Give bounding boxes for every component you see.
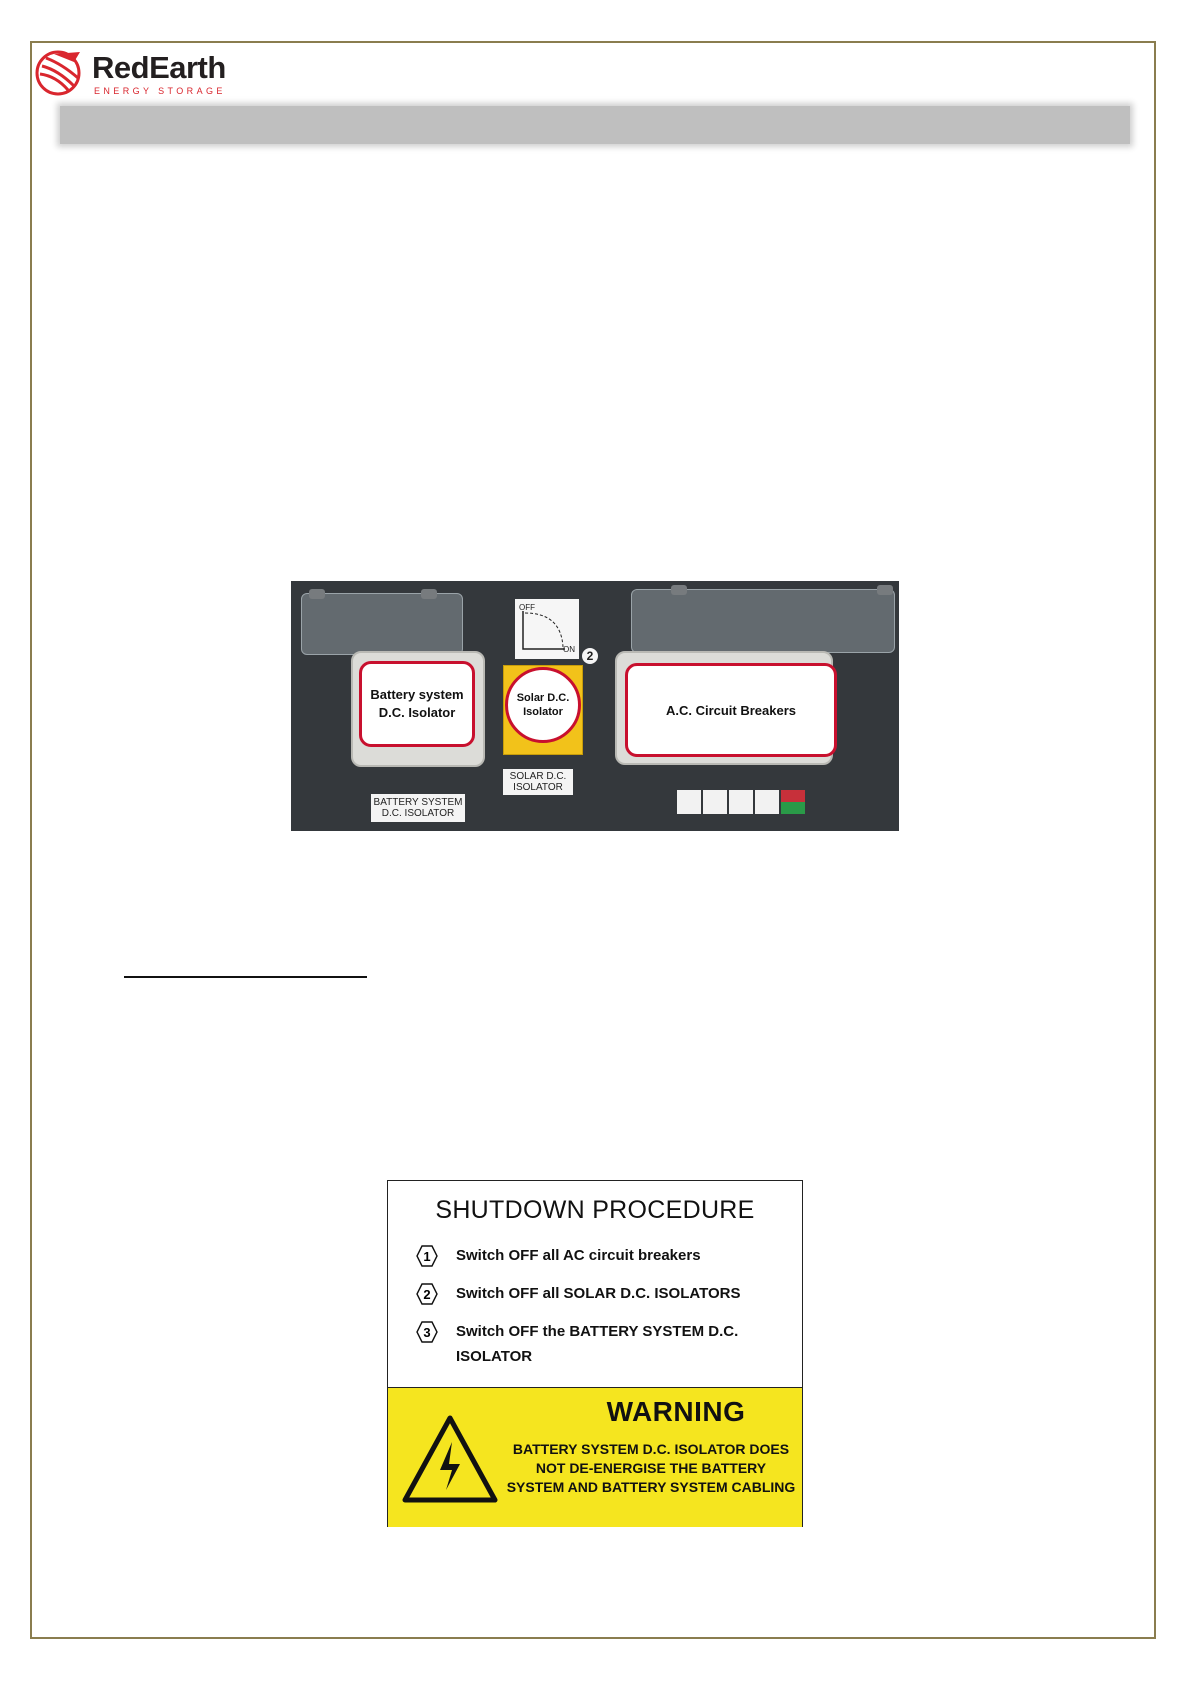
svg-text:1: 1 — [423, 1249, 431, 1264]
section-title-bar — [60, 106, 1130, 144]
step-text: Switch OFF all AC circuit breakers — [456, 1247, 701, 1264]
ac-window: A.C. Circuit Breakers — [625, 663, 837, 757]
brand-tagline: ENERGY STORAGE — [94, 86, 226, 96]
brand-name: RedEarth — [92, 50, 226, 85]
solar-card: SOLAR D.C. ISOLATOR — [503, 769, 573, 795]
warning-title: WARNING — [606, 1396, 746, 1427]
shutdown-sign — [387, 1180, 803, 1527]
step-text: Switch OFF all SOLAR D.C. ISOLATORS — [456, 1285, 741, 1302]
step-text: Switch OFF the BATTERY SYSTEM D.C. ISOLATOR — [456, 1323, 739, 1365]
dial-card — [515, 599, 579, 659]
hexagon-number-icon — [416, 1245, 438, 1267]
lid-knob — [671, 585, 687, 595]
lid-knob — [421, 589, 437, 599]
fault-indicator — [781, 790, 805, 802]
breaker-label — [729, 790, 753, 814]
svg-text:2: 2 — [423, 1287, 431, 1302]
high-voltage-warning-icon — [402, 1414, 498, 1504]
warning-panel — [388, 1387, 802, 1527]
breaker-label — [755, 790, 779, 814]
solar-window: Solar D.C. Isolator — [505, 667, 581, 743]
redearth-logo-mark-icon — [34, 48, 86, 98]
section-heading-underline — [124, 976, 367, 978]
ac-lid — [631, 589, 895, 653]
lid-knob — [309, 589, 325, 599]
breaker-label — [703, 790, 727, 814]
isolator-photo — [291, 581, 899, 831]
redearth-logo — [34, 48, 234, 98]
hexagon-number-icon — [416, 1283, 438, 1305]
breaker-label — [677, 790, 701, 814]
hexagon-number-icon — [416, 1321, 438, 1343]
number-badge: 2 — [582, 648, 598, 664]
lid-knob — [877, 585, 893, 595]
warning-text: BATTERY SYSTEM D.C. ISOLATOR DOES NOT DE-ENERGISE THE BATTERY SYSTEM AND BATTERY SYSTEM CABLING — [506, 1441, 796, 1495]
svg-text:3: 3 — [423, 1325, 431, 1340]
dial-off-label: OFF — [519, 603, 535, 612]
ok-indicator — [781, 802, 805, 814]
dial-on-label: ON — [563, 645, 575, 654]
sign-title: SHUTDOWN PROCEDURE — [435, 1196, 755, 1224]
battery-card: BATTERY SYSTEM D.C. ISOLATOR — [371, 794, 465, 822]
battery-window: Battery system D.C. Isolator — [359, 661, 475, 747]
battery-lid — [301, 593, 463, 655]
